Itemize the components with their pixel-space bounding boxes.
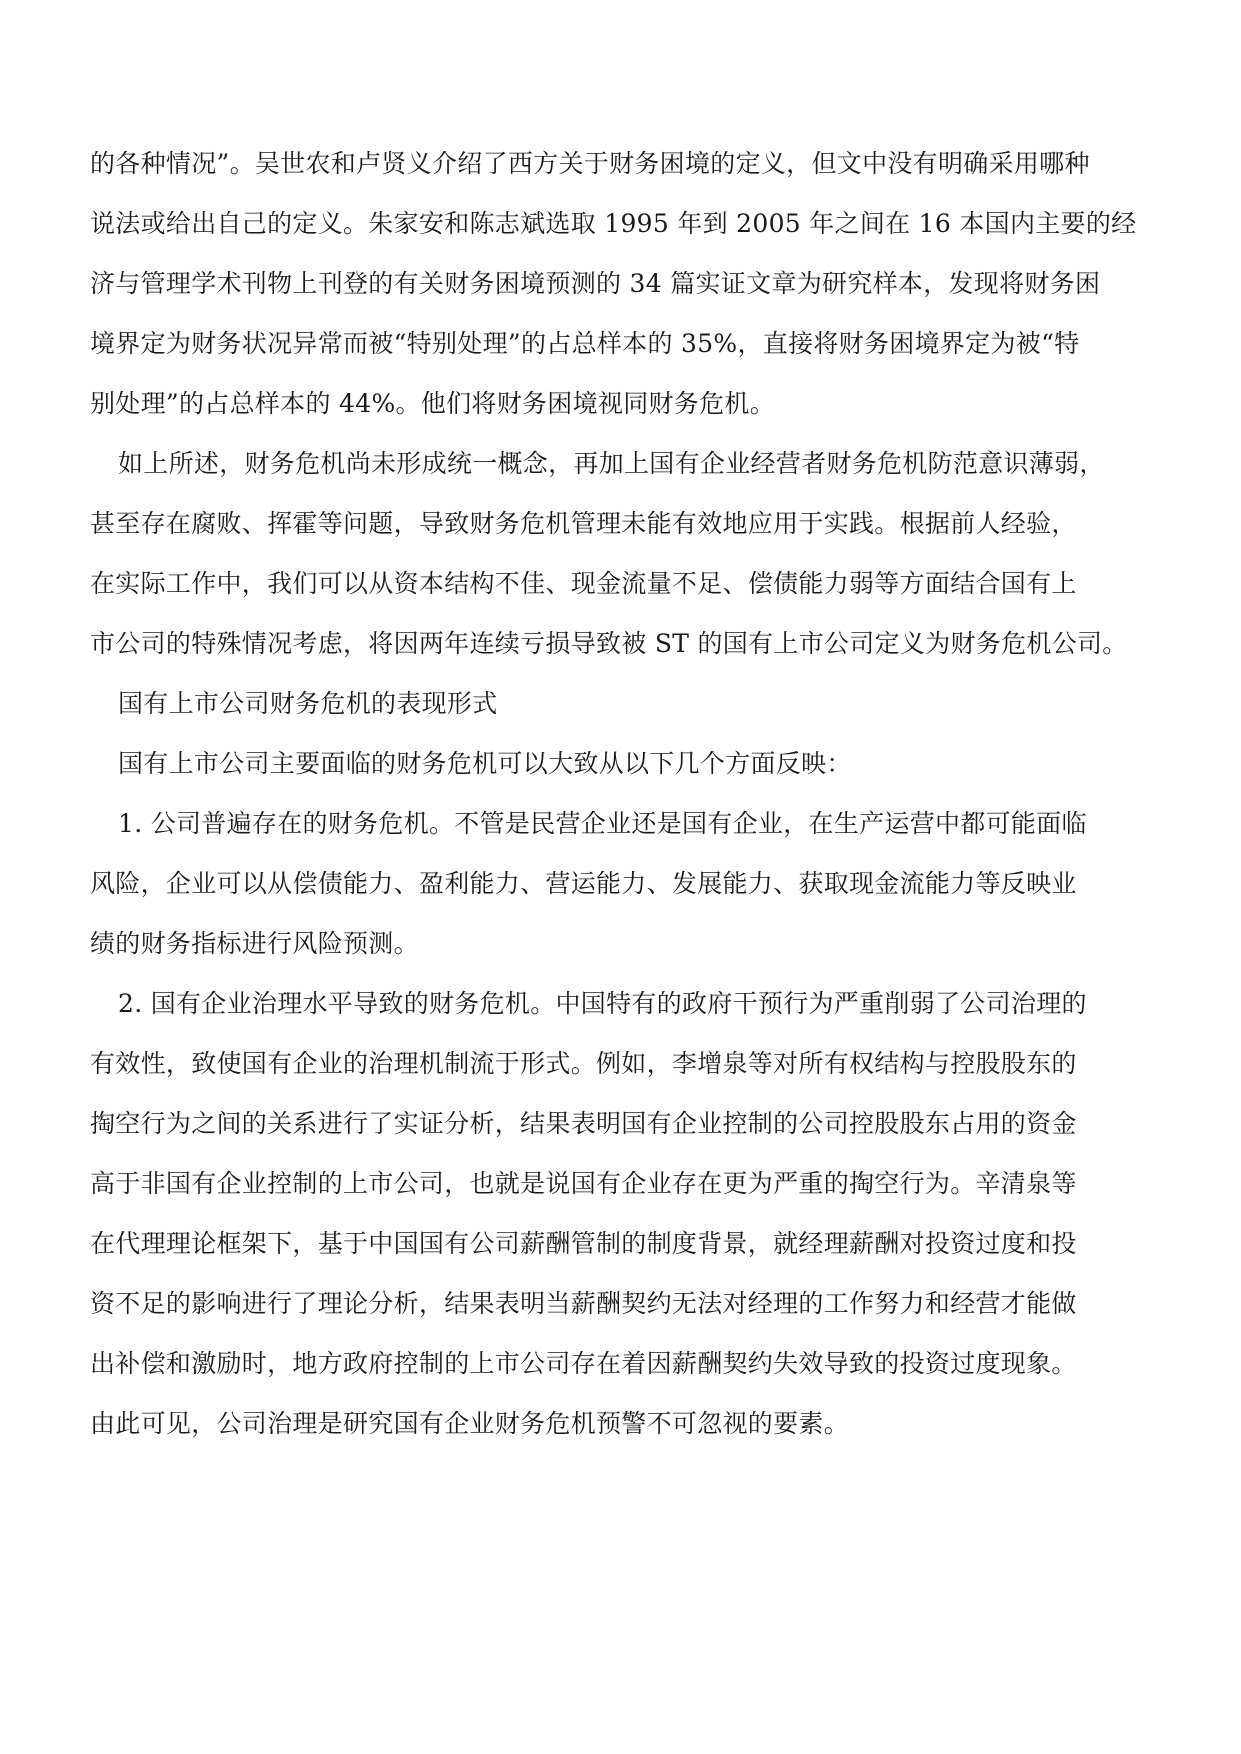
text-line: 甚至存在腐败、挥霍等问题，导致财务危机管理未能有效地应用于实践。根据前人经验， bbox=[90, 509, 1077, 538]
text-line: 由此可见，公司治理是研究国有企业财务危机预警不可忽视的要素。 bbox=[90, 1409, 850, 1438]
text-line: 济与管理学术刊物上刊登的有关财务困境预测的 34 篇实证文章为研究样本，发现将财务困 bbox=[90, 269, 1101, 298]
section-heading: 国有上市公司财务危机的表现形式 bbox=[118, 689, 498, 718]
text-line: 掏空行为之间的关系进行了实证分析，结果表明国有企业控制的公司控股股东占用的资金 bbox=[90, 1109, 1077, 1138]
text-line: 资不足的影响进行了理论分析，结果表明当薪酬契约无法对经理的工作努力和经营才能做 bbox=[90, 1289, 1077, 1318]
text-line: 在实际工作中，我们可以从资本结构不佳、现金流量不足、偿债能力弱等方面结合国有上 bbox=[90, 569, 1077, 598]
text-line: 别处理”的占总样本的 44%。他们将财务困境视同财务危机。 bbox=[90, 389, 775, 418]
text-line: 在代理理论框架下，基于中国国有公司薪酬管制的制度背景，就经理薪酬对投资过度和投 bbox=[90, 1229, 1077, 1258]
text-line: 绩的财务指标进行风险预测。 bbox=[90, 929, 419, 958]
text-line: 的各种情况”。吴世农和卢贤义介绍了西方关于财务困境的定义，但文中没有明确采用哪种 bbox=[90, 149, 1090, 178]
text-line: 出补偿和激励时，地方政府控制的上市公司存在着因薪酬契约失效导致的投资过度现象。 bbox=[90, 1349, 1077, 1378]
text-line: 风险，企业可以从偿债能力、盈利能力、营运能力、发展能力、获取现金流能力等反映业 bbox=[90, 869, 1077, 898]
text-line: 说法或给出自己的定义。朱家安和陈志斌选取 1995 年到 2005 年之间在 16 本国内主要的经 bbox=[90, 209, 1137, 238]
list-item-2: 2. 国有企业治理水平导致的财务危机。中国特有的政府干预行为严重削弱了公司治理的 bbox=[118, 989, 1087, 1018]
text-line: 有效性，致使国有企业的治理机制流于形式。例如，李增泉等对所有权结构与控股股东的 bbox=[90, 1049, 1077, 1078]
text-line: 境界定为财务状况异常而被“特别处理”的占总样本的 35%，直接将财务困境界定为被“特 bbox=[90, 329, 1080, 358]
paragraph-start: 国有上市公司主要面临的财务危机可以大致从以下几个方面反映： bbox=[118, 749, 852, 778]
list-item-1: 1. 公司普遍存在的财务危机。不管是民营企业还是国有企业，在生产运营中都可能面临 bbox=[118, 809, 1087, 838]
text-line: 高于非国有企业控制的上市公司，也就是说国有企业存在更为严重的掏空行为。辛清泉等 bbox=[90, 1169, 1077, 1198]
text-line: 市公司的特殊情况考虑，将因两年连续亏损导致被 ST 的国有上市公司定义为财务危机公司。 bbox=[90, 629, 1128, 658]
paragraph-start: 如上所述，财务危机尚未形成统一概念，再加上国有企业经营者财务危机防范意识薄弱， bbox=[118, 449, 1105, 478]
